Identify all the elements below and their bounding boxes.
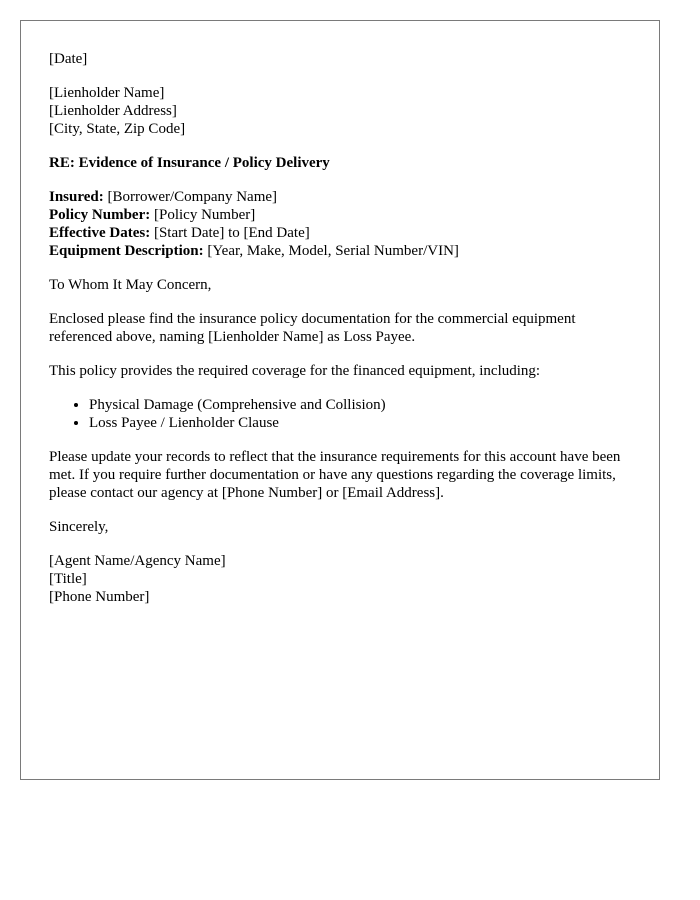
recipient-address: [Lienholder Address] <box>49 103 177 119</box>
equipment-value: [Year, Make, Model, Serial Number/VIN] <box>203 243 459 259</box>
recipient-city-state-zip: [City, State, Zip Code] <box>49 121 186 137</box>
policy-details <box>49 188 634 260</box>
equipment-row <box>49 242 634 260</box>
letter-date: [Date] <box>49 51 88 67</box>
body-paragraph-3: Please update your records to reflect that the insurance requirements for this account have been met. If you require further documentation or have any questions regarding the coverage limits, please contact our agency at [Phone Number] or [Email Address]. <box>49 449 621 501</box>
effective-dates-row <box>49 224 634 242</box>
policy-number-label: Policy Number: <box>49 207 151 223</box>
body-paragraph-2: This policy provides the required coverage for the financed equipment, including: <box>49 363 541 379</box>
effective-dates-value: [Start Date] to [End Date] <box>150 225 310 241</box>
letter-content <box>49 50 634 622</box>
signature-phone: [Phone Number] <box>49 589 150 605</box>
closing: Sincerely, <box>49 519 109 535</box>
signature-title: [Title] <box>49 571 87 587</box>
insured-value: [Borrower/Company Name] <box>103 189 278 205</box>
coverage-item: • Loss Payee / Lienholder Clause <box>89 414 634 432</box>
policy-number-value: [Policy Number] <box>150 207 256 223</box>
policy-number-row <box>49 206 634 224</box>
recipient-name: [Lienholder Name] <box>49 85 165 101</box>
signature-block <box>49 552 634 606</box>
signature-name: [Agent Name/Agency Name] <box>49 553 226 569</box>
recipient-block <box>49 84 634 138</box>
insured-label: Insured: <box>49 189 104 205</box>
coverage-list <box>49 396 634 432</box>
coverage-item: • Physical Damage (Comprehensive and Collision) <box>89 396 634 414</box>
subject-text: RE: Evidence of Insurance / Policy Delivery <box>49 155 330 171</box>
effective-dates-label: Effective Dates: <box>49 225 151 241</box>
body-paragraph-1: Enclosed please find the insurance policy documentation for the commercial equipment referenced above, naming [Lienholder Name] as Loss Payee. <box>49 311 576 345</box>
equipment-label: Equipment Description: <box>49 243 204 259</box>
salutation: To Whom It May Concern, <box>49 277 212 293</box>
insured-row <box>49 188 634 206</box>
subject-line <box>49 154 634 172</box>
letter-page <box>20 20 660 780</box>
